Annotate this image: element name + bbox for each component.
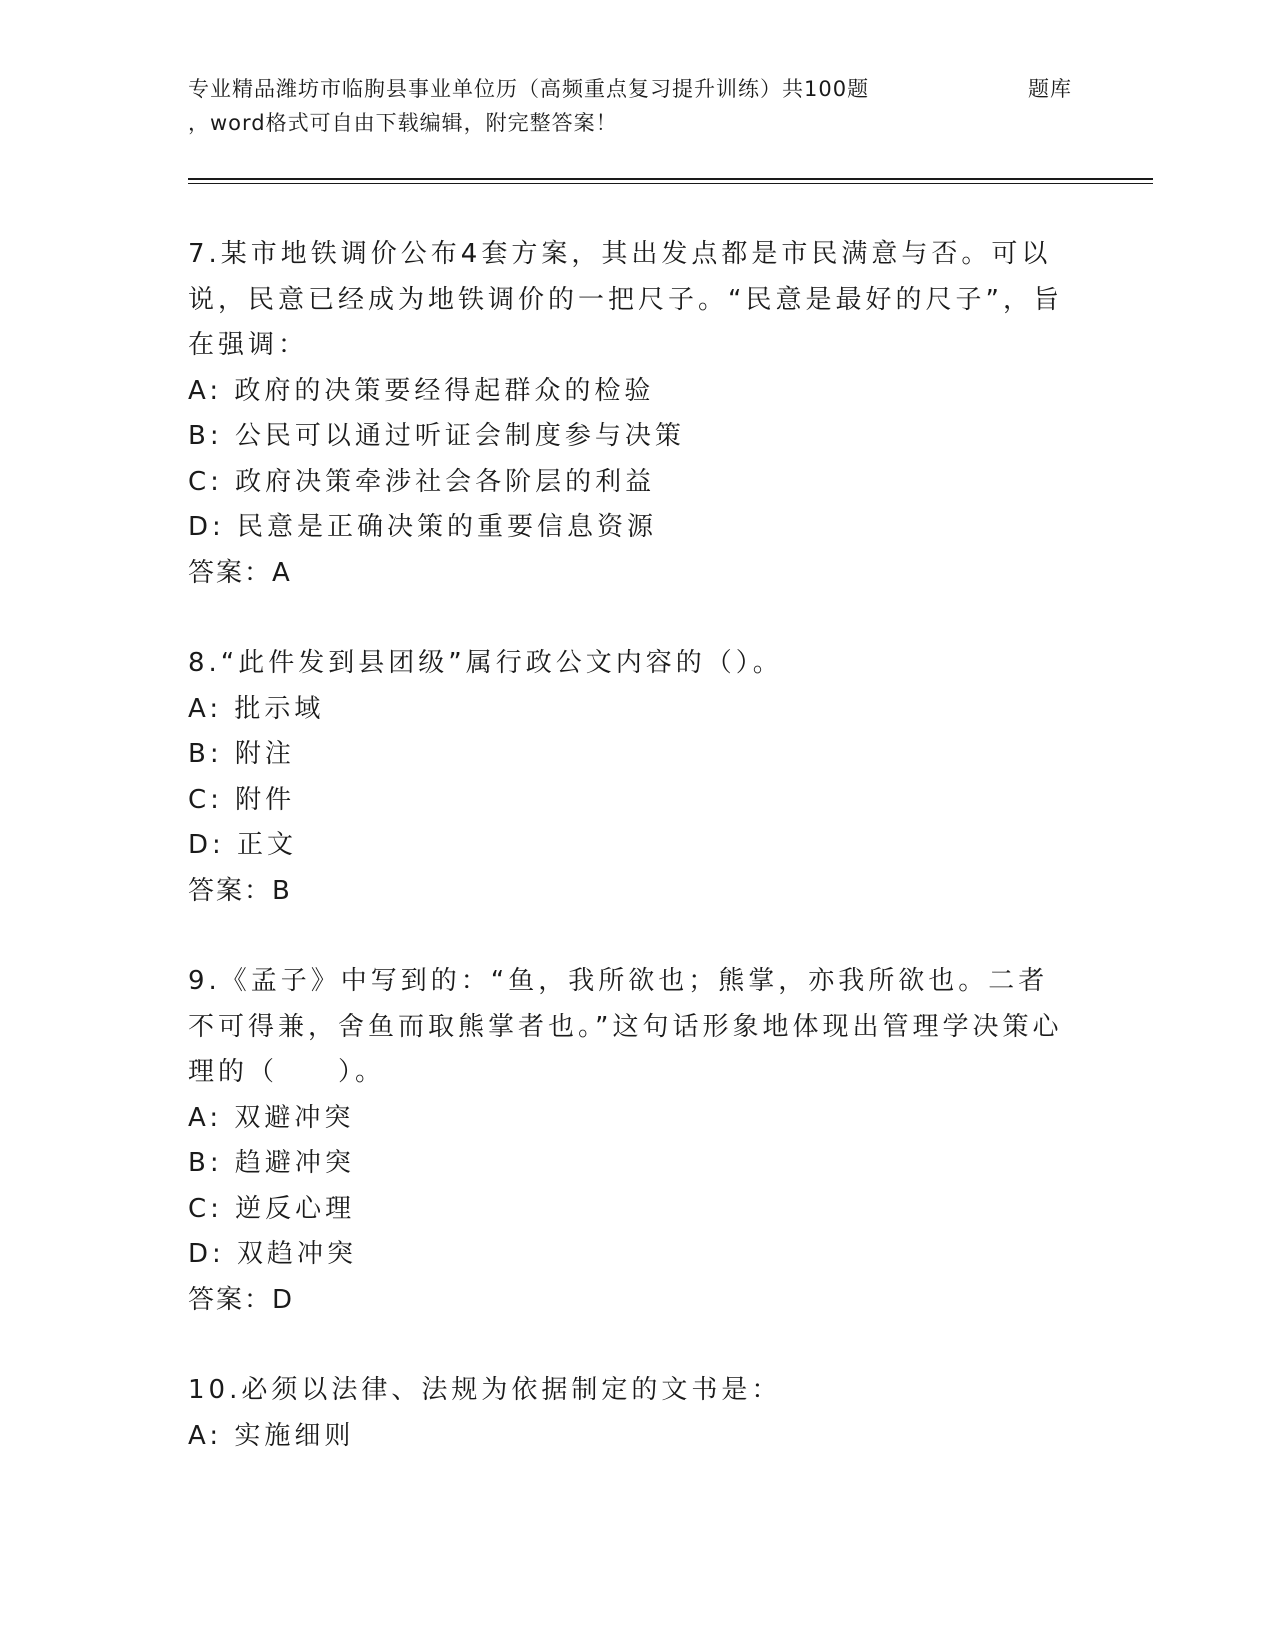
header-line [188, 72, 1088, 106]
option-d: D: 正文 [188, 830, 298, 860]
question-stem: 9.《孟子》中写到的：“鱼，我所欲也；熊掌，亦我所欲也。二者不可得兼，舍鱼而取熊掌者也。”这句话形象地体现出管理学决策心理的（ ）。 [188, 966, 1063, 1087]
question-stem: 7.某市地铁调价公布4套方案，其出发点都是市民满意与否。可以说，民意已经成为地铁调价的一把尺子。“民意是最好的尺子”，旨在强调： [188, 239, 1063, 360]
option-b: B: 公民可以通过听证会制度参与决策 [188, 421, 685, 451]
option-c: C: 附件 [188, 784, 296, 815]
answer-line: 答案：D [188, 1284, 295, 1315]
option-a: A: 批示域 [188, 693, 325, 724]
option-a: A: 实施细则 [188, 1420, 355, 1451]
option-b: B: 附注 [188, 739, 295, 769]
question-list [188, 232, 1068, 1504]
document-title: 专业精品潍坊市临朐县事业单位历（高频重点复习提升训练）共100题 [188, 77, 870, 101]
option-c: C: 逆反心理 [188, 1193, 356, 1224]
question-10 [188, 1368, 1068, 1459]
option-a: A: 双避冲突 [188, 1102, 355, 1133]
option-c: C: 政府决策牵涉社会各阶层的利益 [188, 466, 656, 497]
page-header [188, 72, 1088, 140]
answer-line: 答案：A [188, 557, 292, 588]
header-divider-thick [188, 178, 1153, 180]
option-d: D: 双趋冲突 [188, 1239, 358, 1269]
option-d: D: 民意是正确决策的重要信息资源 [188, 512, 658, 542]
header-divider-thin [188, 183, 1153, 184]
header-label: 题库 [1028, 77, 1072, 101]
question-8 [188, 641, 1068, 914]
option-a: A: 政府的决策要经得起群众的检验 [188, 375, 655, 406]
document-subtitle: ，word格式可自由下载编辑，附完整答案！ [188, 111, 618, 135]
question-stem: 10.必须以法律、法规为依据制定的文书是： [188, 1375, 782, 1405]
option-b: B: 趋避冲突 [188, 1148, 355, 1178]
question-7 [188, 232, 1068, 596]
question-9 [188, 959, 1068, 1323]
answer-line: 答案：B [188, 875, 292, 906]
question-stem: 8.“此件发到县团级”属行政公文内容的（）。 [188, 648, 783, 678]
